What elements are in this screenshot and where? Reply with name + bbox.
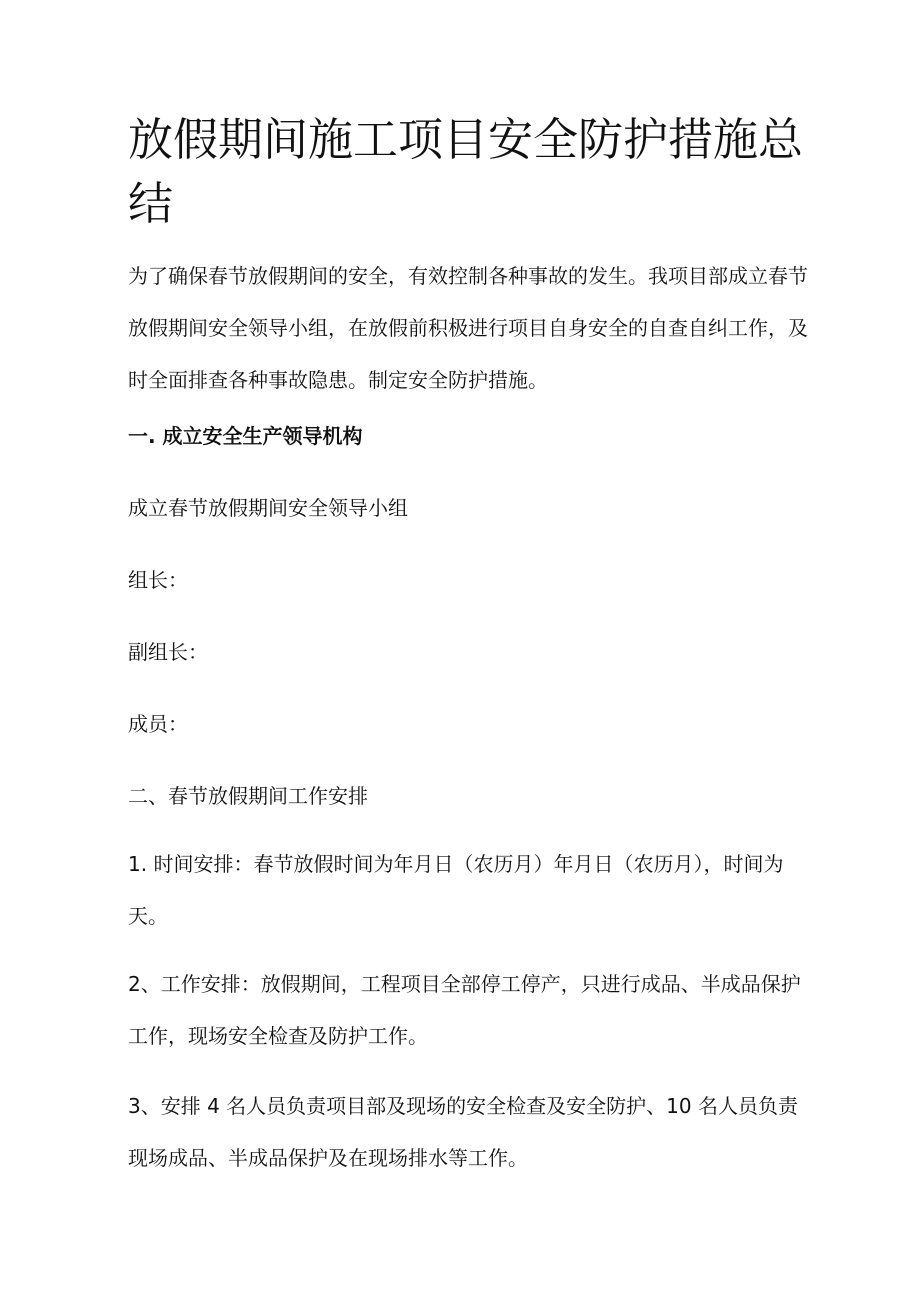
members-label: 成员： [128, 712, 188, 736]
schedule-item-1: 1. 时间安排：春节放假时间为年月日（农历月）年月日（农历月），时间为天。 [128, 852, 784, 928]
leader-label: 组长： [128, 568, 188, 592]
document-title: 放假期间施工项目安全防护措施总结 [128, 113, 804, 230]
section-1-line: 成立春节放假期间安全领导小组 [128, 496, 408, 520]
intro-paragraph: 为了确保春节放假期间的安全，有效控制各种事故的发生。我项目部成立春节放假期间安全领导小组，在放假前积极进行项目自身安全的自查自纠工作，及时全面排查各种事故隐患。制定安全防护措施。 [128, 264, 808, 392]
section-2-heading: 二、春节放假期间工作安排 [128, 784, 368, 808]
deputy-leader-label: 副组长： [128, 640, 208, 664]
section-1-heading: 一. 成立安全生产领导机构 [128, 424, 363, 448]
schedule-item-3: 3、安排 4 名人员负责项目部及现场的安全检查及安全防护、10 名人员负责现场成品、半成品保护及在现场排水等工作。 [128, 1094, 798, 1170]
schedule-item-2: 2、工作安排：放假期间，工程项目全部停工停产，只进行成品、半成品保护工作，现场安全检查及防护工作。 [128, 972, 801, 1048]
